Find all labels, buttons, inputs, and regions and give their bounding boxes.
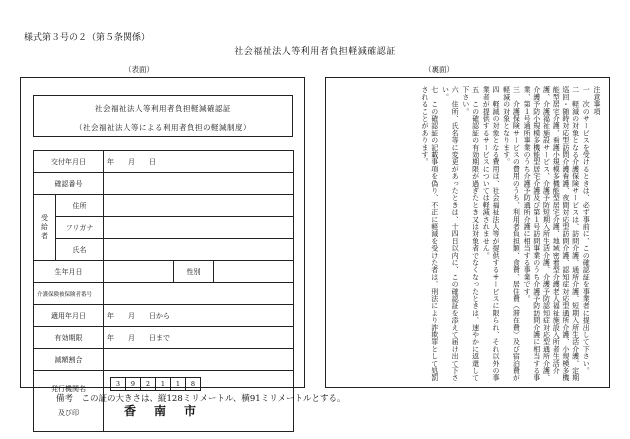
front-title: 社会福祉法人等利用者負担軽減確認証 — [95, 104, 231, 113]
sex-label: 性別 — [174, 261, 214, 283]
reduction-rate-label: 減額割合 — [34, 349, 104, 371]
issuer-number — [110, 377, 200, 391]
issue-date-value: 年 月 日 — [104, 151, 294, 173]
valid-until-value: 年 月 日まで — [104, 327, 294, 349]
furigana-value — [104, 217, 294, 239]
table-row — [34, 261, 294, 283]
apply-date-value: 年 月 日から — [104, 305, 294, 327]
address-value — [104, 195, 294, 217]
furigana-label: フリガナ — [56, 217, 104, 239]
table-row — [34, 239, 294, 261]
table-row — [34, 195, 294, 217]
issue-date-label: 交付年月日 — [34, 151, 104, 173]
notes-heading: 注意事項 — [593, 86, 601, 115]
table-row — [34, 305, 294, 327]
note-item: 七 この確認証の記載事項を偽り、不正に軽減を受けた者は、刑法により詐欺罪として処罰されることがあります。 — [421, 86, 439, 382]
page-title: 社会福祉法人等利用者負担軽減確認証 — [234, 47, 396, 57]
issuer-digit: 2 — [140, 377, 156, 391]
note-item: 五 この確認証の有効期限が過ぎたとき又は対象者でなくなったときは、速やかに返還して下さい。 — [461, 86, 480, 382]
reduction-rate-value — [104, 349, 294, 371]
issuer-name-label: 発行機関名 — [51, 385, 86, 393]
issuer-digit: 3 — [110, 377, 126, 391]
issuer-digit: 8 — [185, 377, 201, 391]
front-form-table — [33, 150, 294, 432]
front-subtitle: （社会福祉法人等による利用者負担の軽減制度） — [75, 123, 251, 132]
issuer-digit: 1 — [155, 377, 171, 391]
note-item: 三 介護保険サービスの費用のうち、利用者負担額、食費、居住費（滞在費）及び宿泊費が軽減の対象となります。 — [502, 86, 521, 382]
valid-until-label: 有効期限 — [34, 327, 104, 349]
seal-label: 及び印 — [58, 409, 79, 417]
apply-date-label: 適用年月日 — [34, 305, 104, 327]
notes-text — [333, 86, 601, 382]
front-side-label: （表面） — [124, 65, 154, 74]
table-row — [34, 173, 294, 195]
note-item: 一 次のサービスを受けるときは、必ず事前に、この確認証を事業者に提出して下さい。 — [582, 86, 591, 374]
back-card — [325, 77, 610, 388]
form-label: 様式第３号の２（第５条関係） — [24, 33, 151, 43]
name-label: 氏名 — [56, 239, 104, 261]
note-item: 四 軽減の対象となる費用は、社会福祉法人等が提供するサービスに限られ、それ以外の事業者が提供するサービスについては軽減されません。 — [482, 86, 500, 382]
issuer-city: 香南市 — [124, 404, 215, 418]
issuer-digit: 9 — [125, 377, 141, 391]
address-label: 住所 — [56, 195, 104, 217]
sex-value — [214, 261, 294, 283]
footer-note: 備考 この証の大きさは、縦128ミリメートル、横91ミリメートルとする。 — [56, 394, 346, 404]
table-row — [34, 217, 294, 239]
table-row — [34, 349, 294, 371]
table-row — [34, 283, 294, 305]
back-side-label: （裏面） — [424, 65, 454, 74]
note-item: 六 住所、氏名等に変更があったときは、十四日以内に、この確認証を添えて届け出て下さい。 — [441, 86, 460, 382]
insured-no-label: 介護保険被保険者番号 — [34, 283, 104, 305]
birthdate-label: 生年月日 — [34, 261, 104, 283]
issuer-digit: 1 — [170, 377, 186, 391]
insured-no-value — [104, 283, 294, 305]
confirm-no-value — [104, 173, 294, 195]
table-row — [34, 327, 294, 349]
note-item: 二 軽減の対象となる介護保険サービスは、訪問介護、通所介護、短期入所生活介護、定期巡回・随時対応型訪問介護看護、夜間対応型訪問介護、認知症対応型通所介護、小規模多機能型居宅介護、看護小規模多機能型居宅介護、地域密着型介護老人福祉施設入所者生活介護、介護福祉施設サービス、介護予防短期入所生活介護、介護予防認知症対応型通所介護、介護予防小規模多機能型居宅介護及び第１号訪問事業のうち介護予防訪問介護に相当する事業、第１号通所事業のうち介護予防通所介護に相当する事業です。 — [523, 86, 580, 382]
recipient-label: 受給者 — [34, 195, 56, 261]
birthdate-value — [104, 261, 174, 283]
front-title-box — [33, 95, 293, 137]
confirm-no-label: 確認番号 — [34, 173, 104, 195]
name-value — [104, 239, 294, 261]
table-row — [34, 151, 294, 173]
